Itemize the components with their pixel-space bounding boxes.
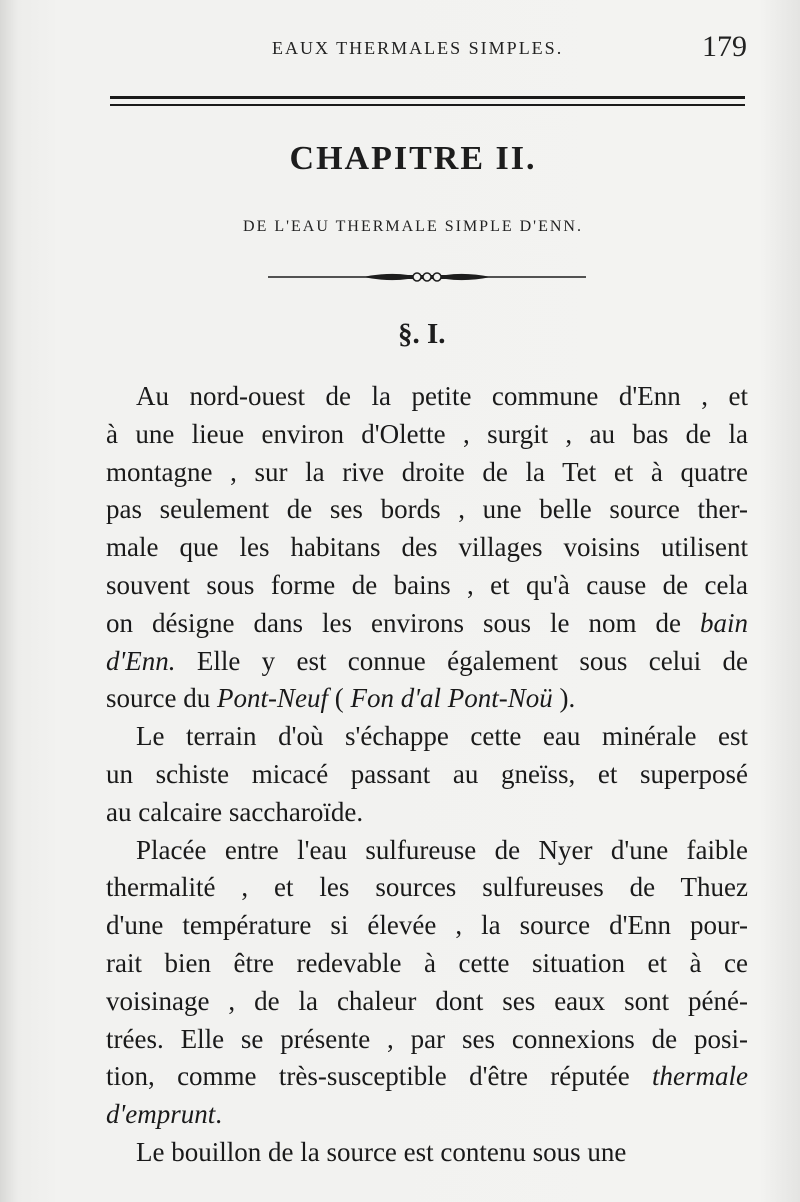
text-run: tion, comme très-susceptible d'être réputée — [106, 1061, 653, 1092]
paragraph-3-line — [106, 832, 748, 870]
chapter-subtitle: DE L'EAU THERMALE SIMPLE D'ENN. — [243, 218, 583, 235]
text-run: male que les habitans des villages voisins utilisent — [106, 532, 748, 563]
text-run: on désigne dans les environs sous le nom de — [106, 607, 700, 638]
paragraph-1-line — [106, 416, 748, 454]
paragraph-3-line — [106, 983, 748, 1021]
text-run: souvent sous forme de bains , et qu'à cause de cela — [106, 569, 748, 600]
text-run: montagne , sur la rive droite de la Tet et à quatre — [106, 456, 748, 487]
text-run: à une lieue environ d'Olette , surgit , au bas de la — [106, 418, 748, 449]
running-title: EAUX THERMALES SIMPLES. — [272, 38, 564, 58]
header-rule-thin — [110, 104, 745, 106]
paragraph-2-line — [106, 718, 748, 756]
ornament-divider — [268, 266, 586, 288]
paragraph-3-line — [106, 945, 748, 983]
header-rule-thick — [110, 96, 745, 99]
paragraph-3-line — [106, 869, 748, 907]
italic-term: d'emprunt — [106, 1099, 216, 1130]
paragraph-4-line — [106, 1134, 748, 1172]
text-run: au calcaire saccharoïde. — [106, 796, 364, 827]
paragraph-3-line — [106, 1021, 748, 1059]
text-run: Le terrain d'où s'échappe cette eau minérale est — [136, 721, 748, 752]
paragraph-2-line — [106, 756, 748, 794]
paragraph-1-line — [106, 491, 748, 529]
paragraph-3-line — [106, 1096, 748, 1134]
italic-term: d'Enn. — [106, 645, 176, 676]
text-run: Le bouillon de la source est contenu sous une — [136, 1136, 627, 1167]
text-run: d'une température si élevée , la source d'Enn pour- — [106, 910, 748, 941]
italic-term: bain — [699, 607, 748, 638]
paragraph-3-line — [106, 1058, 748, 1096]
text-run: un schiste micacé passant au gneïss, et superposé — [106, 758, 748, 789]
text-run: rait bien être redevable à cette situation et à ce — [106, 947, 748, 978]
text-run: ). — [552, 683, 576, 714]
text-run: source du — [106, 683, 217, 714]
paragraph-3-line — [106, 907, 748, 945]
paragraph-1-line — [106, 680, 748, 718]
text-run: Placée entre l'eau sulfureuse de Nyer d'une faible — [136, 834, 748, 865]
paragraph-2-line — [106, 794, 748, 832]
paragraph-1-line — [106, 378, 748, 416]
text-run: voisinage , de la chaleur dont ses eaux sont péné- — [106, 985, 748, 1016]
text-run: trées. Elle se présente , par ses connexions de posi- — [106, 1023, 748, 1054]
page-header — [0, 30, 800, 74]
italic-term: Pont-Neuf — [216, 683, 328, 714]
text-run: thermalité , et les sources sulfureuses de Thuez — [106, 872, 748, 903]
text-run: Elle y est connue également sous celui de — [175, 645, 748, 676]
paragraph-1-line — [106, 567, 748, 605]
text-run: . — [215, 1099, 223, 1130]
paragraph-1-line — [106, 529, 748, 567]
text-run: Au nord-ouest de la petite commune d'Enn , et — [136, 381, 748, 411]
page-number: 179 — [702, 30, 747, 63]
chapter-title: CHAPITRE II. — [289, 140, 537, 177]
text-run: ( — [327, 683, 351, 714]
section-heading: §. I. — [398, 318, 446, 350]
paragraph-1-line — [106, 643, 748, 681]
paragraph-1-line — [106, 454, 748, 492]
italic-term: thermale — [652, 1061, 748, 1092]
text-run: pas seulement de ses bords , une belle source ther- — [106, 494, 748, 525]
paragraph-1-line — [106, 605, 748, 643]
body-text — [106, 378, 748, 1172]
italic-term: Fon d'al Pont-Noü — [350, 683, 553, 714]
